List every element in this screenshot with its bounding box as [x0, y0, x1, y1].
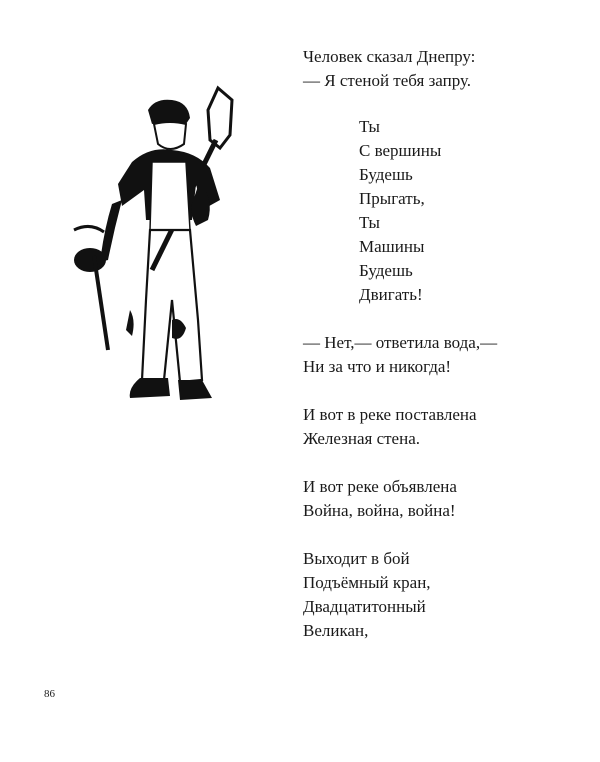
poem-line: Железная стена. [303, 429, 420, 448]
poem-line: Будешь [359, 261, 413, 280]
poem-line: И вот реке объявлена [303, 477, 457, 496]
poem-line: Прыгать, [359, 189, 425, 208]
poem-line: Ни за что и никогда! [303, 357, 452, 376]
worker-with-shovel-illustration [60, 80, 250, 410]
poem-line: Человек сказал Днепру: [303, 47, 476, 66]
poem-line: Двигать! [359, 285, 423, 304]
poem-line: Ты [359, 117, 380, 136]
poem-line: Двадцатитонный [303, 597, 426, 616]
poem-line: И вот в реке поставлена [303, 405, 477, 424]
poem-line: — Я стеной тебя запру. [303, 71, 472, 90]
poem-line: Война, война, война! [303, 501, 456, 520]
poem-line: Великан, [303, 621, 369, 640]
poem-line: Подъёмный кран, [303, 573, 431, 592]
poem-line: — Нет,— ответила вода,— [303, 333, 498, 352]
page-number: 86 [44, 688, 55, 700]
poem-line: С вершины [359, 141, 442, 160]
poem-line: Машины [359, 237, 425, 256]
poem-line: Будешь [359, 165, 413, 184]
poem-line: Выходит в бой [303, 549, 410, 568]
poem-line: Ты [359, 213, 380, 232]
poem [303, 45, 588, 643]
